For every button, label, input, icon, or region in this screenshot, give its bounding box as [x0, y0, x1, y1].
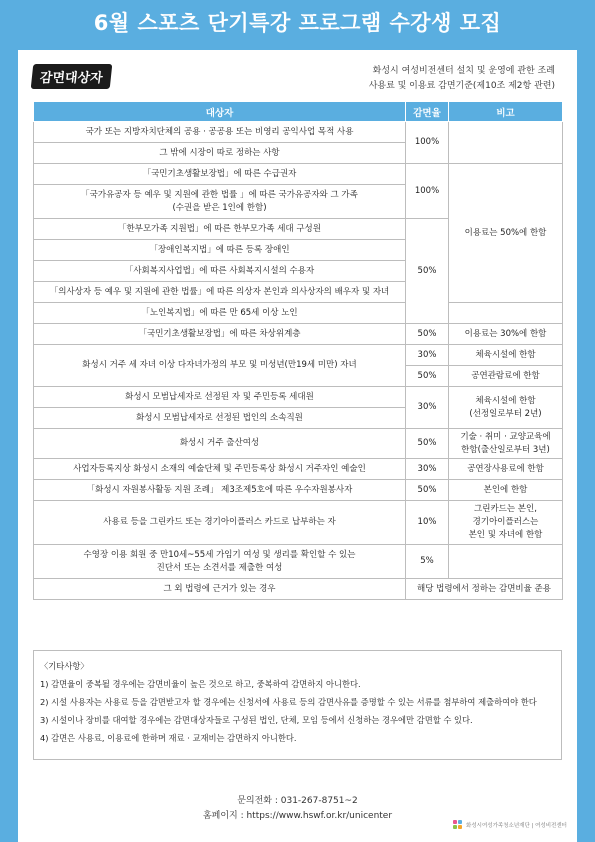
target-cell: 사용료 등을 그린카드 또는 경기아이플러스 카드로 납부하는 자 — [34, 501, 406, 545]
table-row — [34, 345, 563, 366]
note-cell: 이용료는 50%에 한함 — [449, 164, 563, 303]
note-cell: 체육시설에 한함 (선정일로부터 2년) — [449, 387, 563, 429]
foundation-logo-text: 화성시여성가족청소년재단 | 여성비전센터 — [466, 823, 567, 829]
note-cell: 공연관람료에 한함 — [449, 366, 563, 387]
table-header-row — [34, 102, 563, 122]
foundation-logo-icon — [453, 820, 463, 830]
header-note: 비고 — [449, 102, 563, 122]
rate-cell: 50% — [406, 219, 449, 324]
etc-item: 2) 시설 사용자는 사용료 등을 감면받고자 할 경우에는 신청서에 사용료 등의 감면사유를 증명할 수 있는 서류를 첨부하여 제출하여야 한다 — [40, 697, 537, 707]
target-cell: 「노인복지법」에 따른 만 65세 이상 노인 — [34, 303, 406, 324]
table-row — [34, 501, 563, 545]
table-row — [34, 480, 563, 501]
target-cell: 「국민기초생활보장법」에 따른 수급권자 — [34, 164, 406, 185]
etc-notes — [33, 650, 562, 760]
rate-cell: 5% — [406, 545, 449, 579]
target-cell: 「한부모가족 지원법」에 따른 한부모가족 세대 구성원 — [34, 219, 406, 240]
etc-heading: 〈기타사항〉 — [40, 661, 89, 671]
target-cell: 「의사상자 등 예우 및 지원에 관한 법률」에 따른 의상자 본인과 의사상자의 배우자 및 자녀 — [34, 282, 406, 303]
note-cell: 기술 · 취미 · 교양교육에 한함(출산일로부터 3년) — [449, 429, 563, 459]
note-cell — [449, 122, 563, 164]
target-cell: 화성시 모범납세자로 선정된 자 및 주민등록 세대원 — [34, 387, 406, 408]
table-row — [34, 579, 563, 600]
target-cell: 국가 또는 지방자치단체의 공용 · 공공용 또는 비영리 공익사업 목적 사용 — [34, 122, 406, 143]
rate-cell: 100% — [406, 122, 449, 164]
table-row — [34, 429, 563, 459]
rate-cell: 30% — [406, 345, 449, 366]
source-line: 화성시 여성비전센터 설치 및 운영에 관한 조례 — [372, 66, 555, 76]
target-cell: 「국가유공자 등 예우 및 지원에 관한 법률 」에 따른 국가유공자와 그 가족 (수권을 받은 1인에 한함) — [34, 185, 406, 219]
content-card — [18, 50, 577, 842]
target-cell: 「화성시 자원봉사활동 지원 조례」 제3조제5호에 따른 우수자원봉사자 — [34, 480, 406, 501]
table-row — [34, 459, 563, 480]
note-cell: 해당 법령에서 정하는 감면비율 준용 — [406, 579, 563, 600]
source-reference — [369, 64, 555, 94]
etc-item: 1) 감면율이 중복될 경우에는 감면비율이 높은 것으로 하고, 중복하여 감면하지 아니한다. — [40, 679, 361, 689]
note-cell: 본인에 한함 — [449, 480, 563, 501]
note-cell: 이용료는 30%에 한함 — [449, 324, 563, 345]
table-row — [34, 324, 563, 345]
target-cell: 수영장 이용 회원 중 만10세~55세 가임기 여성 및 생리를 확인할 수 있는 진단서 또는 소견서를 제출한 여성 — [34, 545, 406, 579]
header-target: 대상자 — [34, 102, 406, 122]
rate-cell: 30% — [406, 459, 449, 480]
target-cell: 화성시 모범납세자로 선정된 법인의 소속직원 — [34, 408, 406, 429]
contact-phone: 문의전화 : 031-267-8751~2 — [237, 796, 358, 806]
note-cell: 공연장사용료에 한함 — [449, 459, 563, 480]
source-line: 사용료 및 이용료 감면기준(제10조 제2항 관련) — [368, 81, 555, 91]
table-row — [34, 303, 563, 324]
rate-cell: 30% — [406, 387, 449, 429]
table-row — [34, 545, 563, 579]
note-cell: 체육시설에 한함 — [449, 345, 563, 366]
rate-cell: 50% — [406, 324, 449, 345]
table-row — [34, 164, 563, 185]
note-cell — [449, 545, 563, 579]
rate-cell: 10% — [406, 501, 449, 545]
header-rate: 감면율 — [406, 102, 449, 122]
target-cell: 화성시 거주 세 자녀 이상 다자녀가정의 부모 및 미성년(만19세 미만) 자녀 — [34, 345, 406, 387]
etc-item: 4) 감면은 사용료, 이용료에 한하며 재료 · 교재비는 감면하지 아니한다. — [40, 733, 297, 743]
table-row — [34, 387, 563, 408]
target-cell: 사업자등록지상 화성시 소재의 예술단체 및 주민등록상 화성시 거주자인 예술인 — [34, 459, 406, 480]
rate-cell: 50% — [406, 366, 449, 387]
etc-item: 3) 시설이나 장비를 대여할 경우에는 감면대상자들로 구성된 법인, 단체, 모임 등에서 신청하는 경우에만 감면할 수 있다. — [40, 715, 473, 725]
discount-table — [33, 101, 563, 600]
target-cell: 「장애인복지법」에 따른 등록 장애인 — [34, 240, 406, 261]
rate-cell: 100% — [406, 164, 449, 219]
foundation-logo — [453, 820, 567, 830]
rate-cell: 50% — [406, 480, 449, 501]
contact-homepage[interactable]: 홈페이지 : https://www.hswf.or.kr/unicenter — [202, 811, 393, 821]
note-cell — [449, 303, 563, 324]
target-cell: 「사회복지사업법」에 따른 사회복지시설의 수용자 — [34, 261, 406, 282]
target-cell: 그 외 법령에 근거가 있는 경우 — [34, 579, 406, 600]
target-cell: 그 밖에 시장이 따로 정하는 사항 — [34, 143, 406, 164]
table-row — [34, 122, 563, 143]
rate-cell: 50% — [406, 429, 449, 459]
page-title: 6월 스포츠 단기특강 프로그램 수강생 모집 — [93, 11, 502, 35]
target-cell: 「국민기초생활보장법」에 따른 차상위계층 — [34, 324, 406, 345]
note-cell: 그린카드는 본인, 경기아이플러스는 본인 및 자녀에 한함 — [449, 501, 563, 545]
section-badge: 감면대상자 — [31, 64, 112, 89]
target-cell: 화성시 거주 출산여성 — [34, 429, 406, 459]
